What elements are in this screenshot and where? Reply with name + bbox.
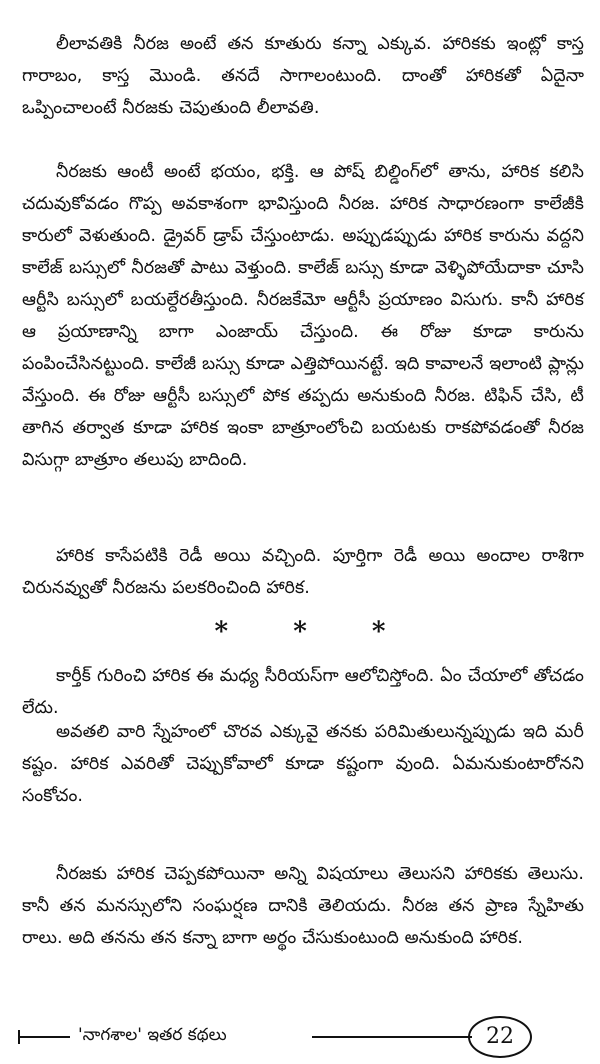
page-footer: [0, 1010, 600, 1064]
paragraph-3: హారిక కాసేపటికి రెడీ అయి వచ్చింది. పూర్తిగా రెడీ అయి అందాల రాశిగా చిరునవ్వుతో నీరజను పలకరించింది హారిక.: [22, 546, 584, 598]
separator-star: *: [214, 617, 229, 647]
section-separator: [0, 612, 600, 652]
paragraph-2: నీరజకు ఆంటీ అంటే భయం, భక్తి. ఆ పోష్ బిల్డింగ్‌లో తాను, హారిక కలిసి చదువుకోవడం గొప్ప అవకాశంగా భావిస్తుంది నీరజ. హారిక సాధారణంగా కాలేజీకి కారులో వెళుతుంది. డ్రైవర్ డ్రాప్ చేస్తుంటాడు. అప్పుడప్పుడు హారిక కారును వద్దని కాలేజ్ బస్సులో నీరజతో పాటు వెళ్తుంది. కాలేజ్ బస్సు కూడా వెళ్ళిపోయేదాకా చూసి ఆర్టీసి బస్సులో బయల్దేరతీస్తుంది. నీరజకేమో ఆర్టీసీ ప్రయాణం విసుగు. కానీ హారిక ఆ ప్రయాణాన్ని బాగా ఎంజాయ్ చేస్తుంది. ఈ రోజు కూడా కారును పంపించేసినట్టుంది. కాలేజీ బస్సు కూడా ఎత్తిపోయినట్టే. ఇది కావాలనే ఇలాంటి ప్లాన్లు వేస్తుంది. ఈ రోజు ఆర్టీసీ బస్సులో పోక తప్పదు అనుకుంది నీరజ. టిఫిన్ చేసి, టీ తాగిన తర్వాత కూడా హారిక ఇంకా బాత్రూంలోంచి బయటకు రాకపోవడంతో నీరజ విసుగ్గా బాత్రూం తలుపు బాదింది.: [22, 162, 584, 470]
paragraph-6: నీరజకు హారిక చెప్పకపోయినా అన్ని విషయాలు తెలుసని హారికకు తెలుసు. కానీ తన మనస్సులోని సంఘర్షణ దానికి తెలియదు. నీరజ తన ప్రాణ స్నేహితు రాలు. అది తనను తన కన్నా బాగా అర్థం చేసుకుంటుంది అనుకుంది హారిక.: [22, 864, 584, 948]
paragraph-1: లీలావతికి నీరజ అంటే తన కూతురు కన్నా ఎక్కువ. హారికకు ఇంట్లో కాస్త గారాబం, కాస్త మొండి. తనదే సాగాలంటుంది. దాంతో హారికతో ఏదైనా ఒప్పించాలంటే నీరజకు చెపుతుంది లీలావతి.: [22, 34, 584, 118]
footer-rule-right: [312, 1036, 472, 1038]
paragraph-5: అవతలి వారి స్నేహంలో చొరవ ఎక్కువై తనకు పరిమితులున్నప్పుడు ఇది మరీ కష్టం. హారిక ఎవరితో చెప్పుకోవాలో కూడా కష్టంగా వుంది. ఏమనుకుంటారోనని సంకోచం.: [22, 722, 584, 806]
page-number: 22: [468, 1016, 532, 1058]
footer-rule-left: [18, 1036, 70, 1038]
book-title: 'నాగశాల' ఇతర కథలు: [78, 1025, 227, 1045]
separator-star: *: [293, 617, 307, 647]
separator-star: *: [371, 617, 386, 647]
paragraph-4: కార్తీక్ గురించి హారిక ఈ మధ్య సీరియస్‌గా ఆలోచిస్తోంది. ఏం చేయాలో తోచడం లేదు.: [22, 666, 584, 718]
